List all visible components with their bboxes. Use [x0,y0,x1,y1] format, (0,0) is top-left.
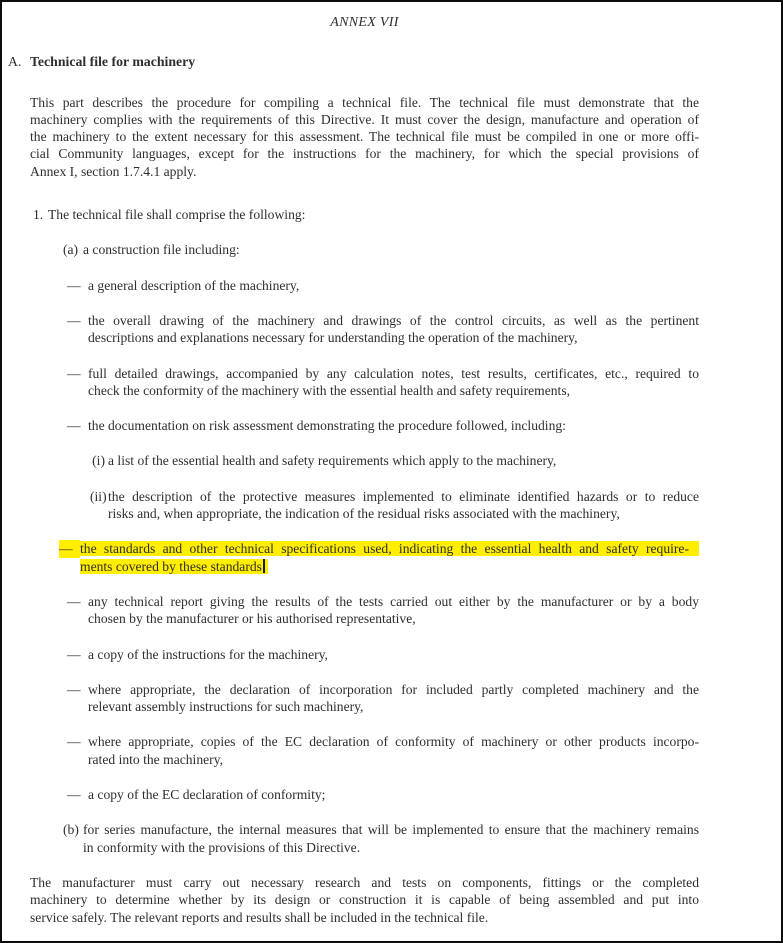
roman-item-i-text: a list of the essential health and safety requirements which apply to the machinery, [108,453,557,469]
dash-marker: — [67,787,81,803]
dash-item-text: a general description of the machinery, [88,277,300,293]
intro-paragraph: This part describes the procedure for compiling a technical file. The technical file must demonstrate that the machinery complies with the requirements of this Directive. It must cover the design, manufacture and operation of the machinery to the extent necessary for this assessment. The technical file must be compiled in one or more offi- cial Community languages, except for the instructions for the machinery, for which the special provisions of Annex I, section 1.7.4.1 apply. [30,94,699,179]
dash-marker: — [67,734,81,750]
dash-item-copy-ec-declaration [67,786,699,803]
dash-item-standards-highlighted[interactable] [59,540,699,575]
dash-marker: — [59,540,80,557]
dash-item-detailed-drawings [67,365,699,400]
dash-marker: — [67,365,81,381]
highlighted-text[interactable]: the standards and other technical specifications used, indicating the essential health and safety require- ments covered by these standards [80,540,699,575]
closing-paragraph: The manufacturer must carry out necessary research and tests on components, fittings or the completed machinery to determine whether by its design or construction it is capable of being assembled and put into service safely. The relevant reports and results shall be included in the technical file. [30,874,699,925]
roman-item-i-marker: (i) [92,453,105,469]
dash-marker: — [67,646,81,662]
numbered-item-1-marker: 1. [33,207,44,223]
roman-item-ii-marker: (ii) [90,488,107,504]
dash-item-text: a copy of the EC declaration of conformity; [88,787,326,803]
numbered-item-1 [33,206,699,223]
section-heading-text: Technical file for machinery [30,54,196,70]
roman-item-i [92,452,699,469]
dash-marker: — [67,593,81,609]
dash-item-overall-drawing [67,312,699,347]
letter-item-b-text: for series manufacture, the internal measures that will be implemented to ensure that the machinery remains in conformity with the provisions of this Directive. [83,822,699,855]
letter-item-a [63,241,699,258]
dash-item-text: full detailed drawings, accompanied by any calculation notes, test results, certificates, etc., required to check the conformity of the machinery with the essential health and safety requirements, [88,365,699,398]
dash-item-ec-declaration-copies [67,733,699,768]
dash-item-declaration-incorporation [67,681,699,716]
dash-marker: — [67,277,81,293]
section-heading [8,53,699,70]
dash-item-text: any technical report giving the results of the tests carried out either by the manufacturer or by a body chosen by the manufacturer or his authorised representative, [88,593,699,627]
dash-item-text: a copy of the instructions for the machinery, [88,646,328,662]
dash-item-risk-assessment [67,417,699,434]
letter-item-b-marker: (b) [63,822,79,838]
dash-item-text: the documentation on risk assessment demonstrating the procedure followed, including: [88,418,566,434]
dash-marker: — [67,681,81,697]
dash-item-text: where appropriate, copies of the EC declaration of conformity of machinery or other products incorpo- rated into the machinery, [88,734,699,767]
section-marker: A. [8,54,22,70]
letter-item-a-marker: (a) [63,242,79,258]
dash-marker: — [67,312,81,328]
numbered-item-1-text: The technical file shall comprise the following: [48,207,306,223]
letter-item-a-text: a construction file including: [83,242,240,258]
roman-item-ii-text: the description of the protective measures implemented to eliminate identified hazards or to reduce risks and, when appropriate, the indication of the residual risks associated with the machinery, [108,488,699,522]
dash-item-general-description [67,277,699,294]
dash-item-text: where appropriate, the declaration of incorporation for included partly completed machinery and the relevant assembly instructions for such machinery, [88,681,699,715]
roman-item-ii [90,488,699,523]
dash-item-text: the overall drawing of the machinery and drawings of the control circuits, as well as the pertinent descriptions and explanations necessary for understanding the operation of the machinery, [88,312,699,346]
letter-item-b [63,821,699,856]
dash-item-copy-instructions [67,646,699,663]
text-cursor [263,559,265,573]
annex-title: ANNEX VII [330,15,399,30]
dash-item-technical-report [67,593,699,628]
dash-marker: — [67,418,81,434]
